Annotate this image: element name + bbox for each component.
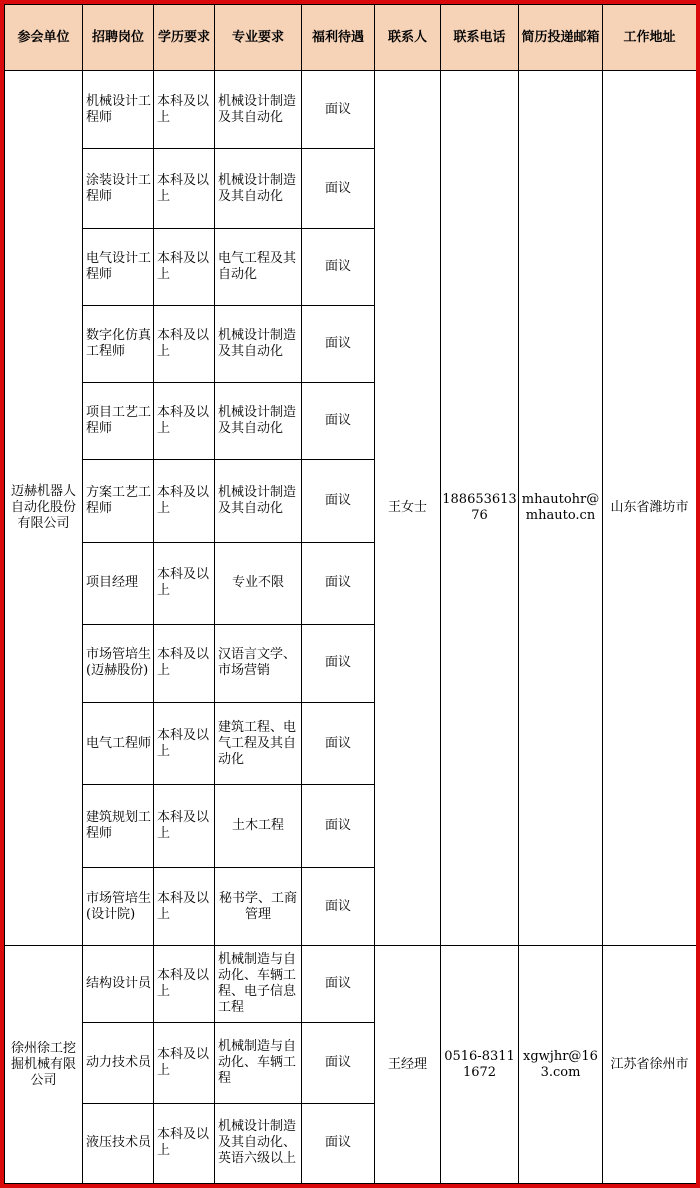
header-education: 学历要求	[154, 5, 215, 71]
job-education: 本科及以上	[154, 785, 215, 868]
job-benefit: 面议	[302, 306, 375, 382]
job-benefit: 面议	[302, 1103, 375, 1183]
job-major: 建筑工程、电气工程及其自动化	[215, 703, 302, 785]
job-position: 建筑规划工程师	[83, 785, 154, 868]
contact-person: 王女士	[375, 71, 441, 946]
job-benefit: 面议	[302, 71, 375, 149]
company-name: 迈赫机器人自动化股份有限公司	[5, 71, 83, 946]
job-education: 本科及以上	[154, 624, 215, 702]
resume-email: mhautohr@mhauto.cn	[519, 71, 603, 946]
job-education: 本科及以上	[154, 1103, 215, 1183]
job-position: 液压技术员	[83, 1103, 154, 1183]
job-education: 本科及以上	[154, 306, 215, 382]
page-frame	[4, 4, 696, 1184]
contact-phone: 18865361376	[441, 71, 519, 946]
job-benefit: 面议	[302, 703, 375, 785]
resume-email: xgwjhr@163.com	[519, 946, 603, 1184]
job-benefit: 面议	[302, 149, 375, 229]
job-benefit: 面议	[302, 946, 375, 1022]
contact-phone: 0516-83111672	[441, 946, 519, 1184]
job-education: 本科及以上	[154, 946, 215, 1022]
job-education: 本科及以上	[154, 382, 215, 459]
job-position: 数字化仿真工程师	[83, 306, 154, 382]
table-row	[5, 946, 697, 1022]
job-position: 涂装设计工程师	[83, 149, 154, 229]
work-address: 江苏省徐州市	[603, 946, 697, 1184]
job-benefit: 面议	[302, 382, 375, 459]
work-address: 山东省潍坊市	[603, 71, 697, 946]
job-benefit: 面议	[302, 1022, 375, 1103]
job-major: 土木工程	[215, 785, 302, 868]
header-position: 招聘岗位	[83, 5, 154, 71]
job-education: 本科及以上	[154, 1022, 215, 1103]
job-major: 机械制造与自动化、车辆工程	[215, 1022, 302, 1103]
job-major: 机械设计制造及其自动化、英语六级以上	[215, 1103, 302, 1183]
header-phone: 联系电话	[441, 5, 519, 71]
contact-person: 王经理	[375, 946, 441, 1184]
job-position: 项目工艺工程师	[83, 382, 154, 459]
job-benefit: 面议	[302, 459, 375, 542]
job-major: 机械设计制造及其自动化	[215, 382, 302, 459]
job-major: 专业不限	[215, 542, 302, 624]
job-position: 电气工程师	[83, 703, 154, 785]
job-education: 本科及以上	[154, 229, 215, 306]
job-major: 机械设计制造及其自动化	[215, 71, 302, 149]
job-benefit: 面议	[302, 785, 375, 868]
job-education: 本科及以上	[154, 868, 215, 946]
job-major: 汉语言文学、市场营销	[215, 624, 302, 702]
job-position: 结构设计员	[83, 946, 154, 1022]
job-benefit: 面议	[302, 868, 375, 946]
job-education: 本科及以上	[154, 542, 215, 624]
header-company: 参会单位	[5, 5, 83, 71]
job-education: 本科及以上	[154, 149, 215, 229]
table-row	[5, 71, 697, 149]
header-row	[5, 5, 697, 71]
header-address: 工作地址	[603, 5, 697, 71]
job-position: 方案工艺工程师	[83, 459, 154, 542]
job-position: 市场管培生(迈赫股份)	[83, 624, 154, 702]
recruitment-table	[4, 4, 696, 1184]
job-position: 项目经理	[83, 542, 154, 624]
job-position: 市场管培生(设计院)	[83, 868, 154, 946]
job-education: 本科及以上	[154, 71, 215, 149]
job-benefit: 面议	[302, 624, 375, 702]
job-major: 机械设计制造及其自动化	[215, 149, 302, 229]
job-benefit: 面议	[302, 229, 375, 306]
header-benefit: 福利待遇	[302, 5, 375, 71]
job-major: 电气工程及其自动化	[215, 229, 302, 306]
company-name: 徐州徐工挖掘机械有限公司	[5, 946, 83, 1184]
job-major: 机械设计制造及其自动化	[215, 306, 302, 382]
job-education: 本科及以上	[154, 703, 215, 785]
job-major: 机械设计制造及其自动化	[215, 459, 302, 542]
job-position: 机械设计工程师	[83, 71, 154, 149]
header-email: 简历投递邮箱	[519, 5, 603, 71]
job-major: 机械制造与自动化、车辆工程、电子信息工程	[215, 946, 302, 1022]
job-major: 秘书学、工商管理	[215, 868, 302, 946]
job-education: 本科及以上	[154, 459, 215, 542]
job-position: 电气设计工程师	[83, 229, 154, 306]
job-position: 动力技术员	[83, 1022, 154, 1103]
job-benefit: 面议	[302, 542, 375, 624]
header-major: 专业要求	[215, 5, 302, 71]
header-contact: 联系人	[375, 5, 441, 71]
